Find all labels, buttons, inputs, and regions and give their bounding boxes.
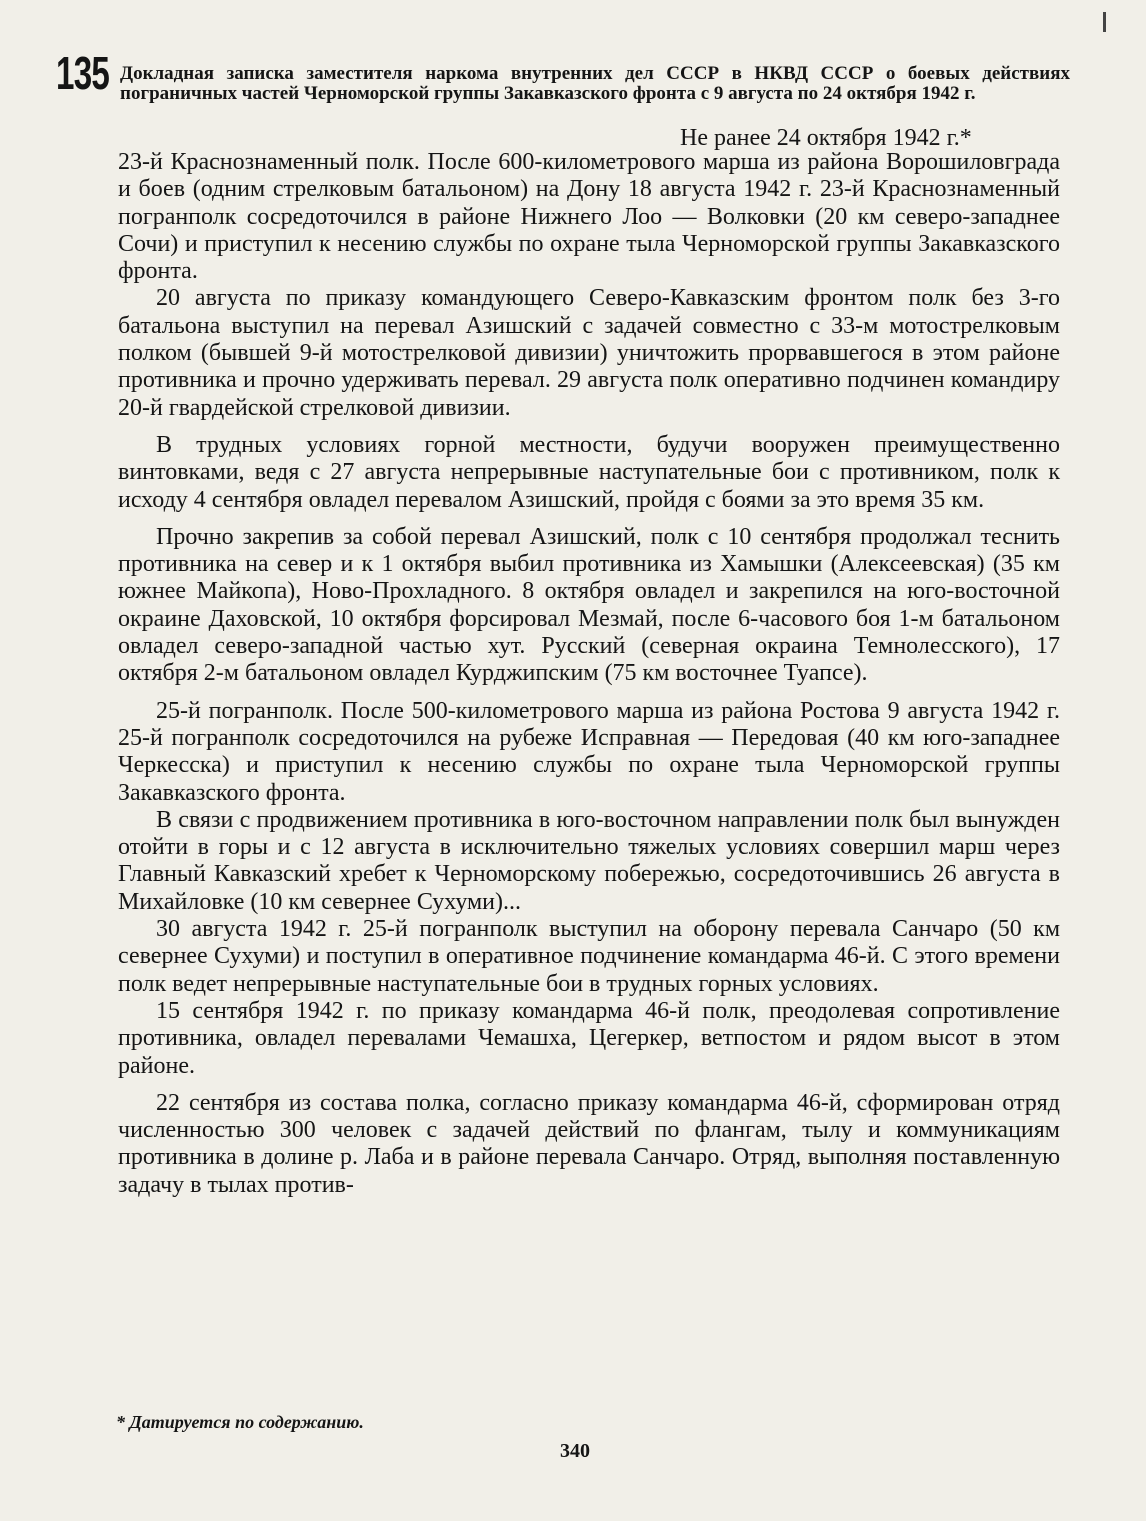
document-date: Не ранее 24 октября 1942 г.* xyxy=(680,125,972,151)
paragraph: 15 сентября 1942 г. по приказу командарма 46-й полк, преодолевая сопротивление противника, овладел перевалами Чемашха, Цегеркер, ветпостом и рядом высот в этом районе. xyxy=(118,997,1060,1079)
paragraph: 23-й Краснознаменный полк. После 600-километрового марша из района Ворошиловграда и боев (одним стрелковым батальоном) на Дону 18 августа 1942 г. 23-й Краснознаменный погранполк сосредоточился в районе Нижнего Лоо — Волковки (20 км северо-западнее Сочи) и приступил к несению службы по охране тыла Черноморской группы Закавказского фронта. xyxy=(118,149,1060,285)
paragraph: 22 сентября из состава полка, согласно приказу командарма 46-й, сформирован отряд численностью 300 человек с задачей действий по флангам, тылу и коммуникациям противника в долине р. Лаба и в районе перевала Санчаро. Отряд, выполняя поставленную задачу в тылах против- xyxy=(118,1089,1060,1198)
paragraph: 25-й погранполк. После 500-километрового марша из района Ростова 9 августа 1942 г. 25-й погранполк сосредоточился на рубеже Исправная — Передовая (40 км юго-западнее Черкесска) и приступил к несению службы по охране тыла Черноморской группы Закавказского фронта. xyxy=(118,697,1060,806)
document-number: 135 xyxy=(56,47,110,99)
document-body xyxy=(118,149,1060,1199)
paragraph: 20 августа по приказу командующего Северо-Кавказским фронтом полк без 3-го батальона выступил на перевал Азишский с задачей совместно с 33-м мотострелковым полком (бывшей 9-й мотострелковой дивизии) уничтожить прорвавшегося в этом районе противника и прочно удерживать перевал. 29 августа полк оперативно подчинен командиру 20-й гвардейской стрелковой дивизии. xyxy=(118,285,1060,421)
paragraph: 30 августа 1942 г. 25-й погранполк выступил на оборону перевала Санчаро (50 км севернее Сухуми) и поступил в оперативное подчинение командарма 46-й. С этого времени полк ведет непрерывные наступательные бои в трудных горных условиях. xyxy=(118,916,1060,997)
document-title: Докладная записка заместителя наркома внутренних дел СССР в НКВД СССР о боевых действиях пограничных частей Черноморской группы Закавказского фронта с 9 августа по 24 октября 1942 г. xyxy=(120,63,1070,104)
page-number: 340 xyxy=(560,1440,590,1462)
paragraph: В трудных условиях горной местности, будучи вооружен преимущественно винтовками, ведя с 27 августа непрерывные наступательные бои с противником, полк к исходу 4 сентября овладел перевалом Азишский, пройдя с боями за это время 35 км. xyxy=(118,431,1060,513)
paragraph: Прочно закрепив за собой перевал Азишский, полк с 10 сентября продолжал теснить противника на север и к 1 октября выбил противника из Хамышки (Алексеевская) (35 км южнее Майкопа), Ново-Прохладного. 8 октября овладел и закрепился на юго-восточной окраине Даховской, 10 октября форсировал Мезмай, после 6-часового боя 1-м батальоном овладел северо-западной частью хут. Русский (северная окраина Темнолесского), 17 октября 2-м батальоном овладел Курджипским (75 км восточнее Туапсе). xyxy=(118,523,1060,687)
paragraph: В связи с продвижением противника в юго-восточном направлении полк был вынужден отойти в горы и с 12 августа в исключительно тяжелых условиях совершил марш через Главный Кавказский хребет к Черноморскому побережью, сосредоточившись 26 августа в Михайловке (10 км севернее Сухуми)... xyxy=(118,806,1060,915)
footnote: * Датируется по содержанию. xyxy=(116,1412,364,1432)
scan-mark xyxy=(1103,12,1106,32)
